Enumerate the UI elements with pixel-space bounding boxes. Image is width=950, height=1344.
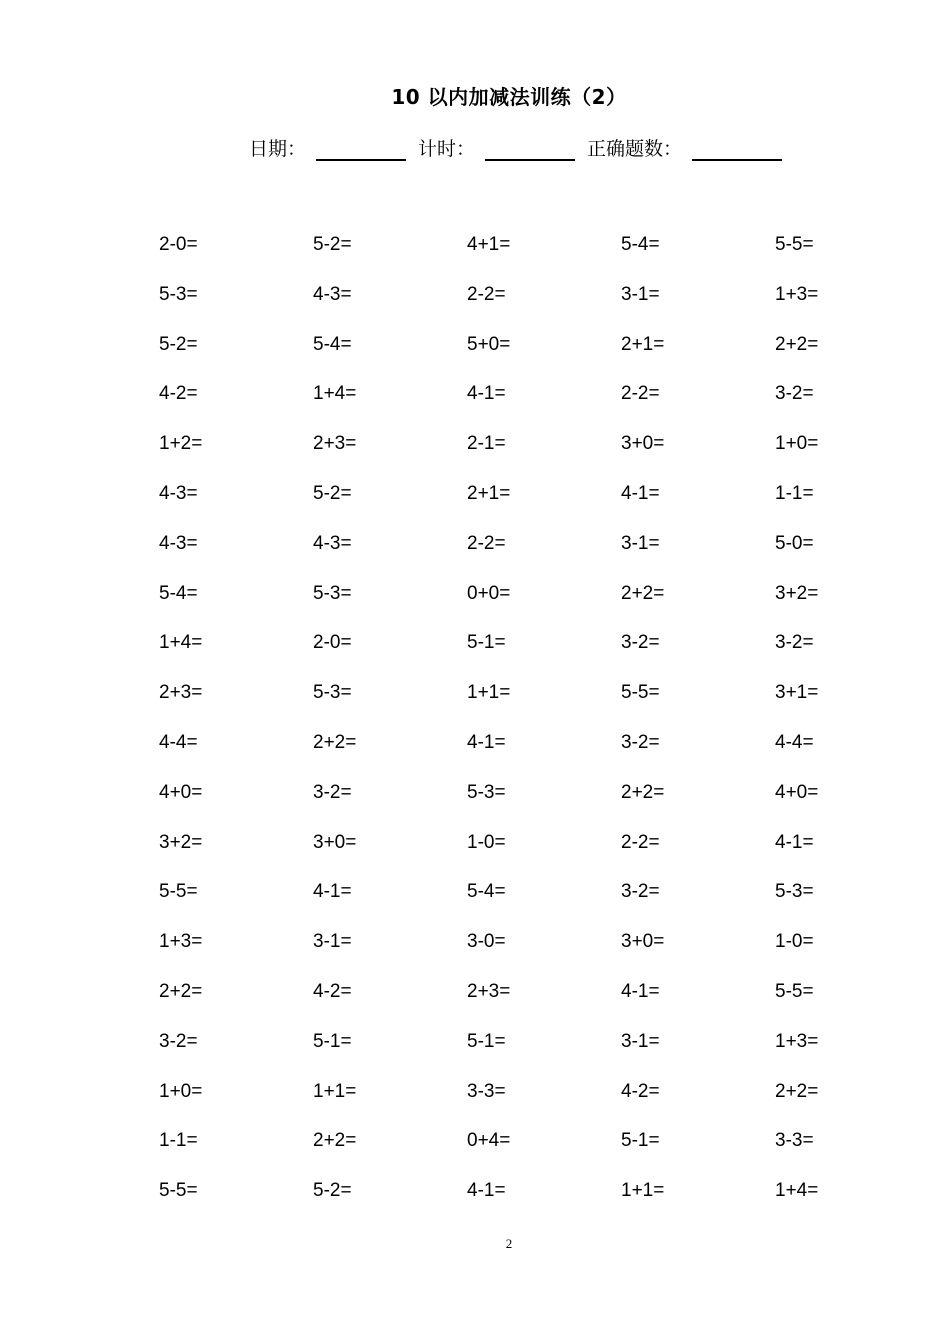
math-problem: 5-2= xyxy=(313,1180,352,1202)
math-problem: 1+4= xyxy=(159,632,203,654)
math-problem: 0+0= xyxy=(467,582,511,604)
math-problem: 2+3= xyxy=(313,433,357,455)
math-problem: 5-5= xyxy=(775,980,814,1002)
math-problem: 4-1= xyxy=(467,383,506,405)
math-problem: 5-2= xyxy=(313,234,352,255)
math-problem: 1+1= xyxy=(467,682,511,704)
math-problem: 5-4= xyxy=(313,333,352,355)
math-problem: 3-2= xyxy=(775,383,814,405)
math-problem: 4-3= xyxy=(159,482,198,504)
math-problem: 5-3= xyxy=(159,283,198,305)
math-problem: 2+2= xyxy=(159,980,203,1002)
math-problem: 5-5= xyxy=(159,1180,198,1202)
math-problem: 5-1= xyxy=(313,1030,352,1052)
correct-count-label: 正确题数： xyxy=(587,138,683,160)
math-problem: 5-3= xyxy=(313,582,352,604)
math-problem: 5-4= xyxy=(467,881,506,903)
math-problem: 5-2= xyxy=(313,482,352,504)
math-problem: 2-2= xyxy=(467,532,506,554)
math-problem: 3+0= xyxy=(313,831,357,853)
math-problem: 1+1= xyxy=(313,1080,357,1102)
math-problem: 2+1= xyxy=(467,482,511,504)
math-problem: 2+2= xyxy=(775,1080,819,1102)
math-problem: 3+1= xyxy=(775,682,819,704)
math-problem: 4-2= xyxy=(313,980,352,1002)
math-problem: 2+3= xyxy=(467,980,511,1002)
time-label: 计时： xyxy=(418,138,476,160)
info-row xyxy=(249,134,794,162)
math-problem: 4-1= xyxy=(313,881,352,903)
math-problem: 3-1= xyxy=(621,532,660,554)
math-problem: 4-3= xyxy=(313,283,352,305)
math-problem: 3-1= xyxy=(621,1030,660,1052)
math-problem: 3-2= xyxy=(313,781,352,803)
math-problem: 4-1= xyxy=(467,1180,506,1202)
math-problem: 4-1= xyxy=(467,731,506,753)
math-problem: 2-2= xyxy=(467,283,506,305)
math-problem: 5-4= xyxy=(621,234,660,255)
math-problem: 3-1= xyxy=(621,283,660,305)
math-problem: 5-1= xyxy=(621,1130,660,1152)
math-problem: 2+2= xyxy=(775,333,819,355)
math-problem: 3-2= xyxy=(621,632,660,654)
math-problem: 1-1= xyxy=(159,1130,198,1152)
math-problem: 5-4= xyxy=(159,582,198,604)
math-problem: 3-2= xyxy=(159,1030,198,1052)
math-problem: 4-3= xyxy=(313,532,352,554)
math-problem: 2+3= xyxy=(159,682,203,704)
math-problem: 4-2= xyxy=(159,383,198,405)
math-problem: 4+0= xyxy=(775,781,819,803)
math-problem: 5-1= xyxy=(467,632,506,654)
time-blank-line xyxy=(485,159,575,161)
math-problem: 4+0= xyxy=(159,781,203,803)
math-problem: 3+0= xyxy=(621,433,665,455)
math-problem: 4-4= xyxy=(775,731,814,753)
math-problem: 1-0= xyxy=(775,931,814,953)
math-problem: 4-4= xyxy=(159,731,198,753)
math-problem: 0+4= xyxy=(467,1130,511,1152)
math-problem: 1+1= xyxy=(621,1180,665,1202)
math-problem: 1+4= xyxy=(775,1180,819,1202)
math-problem: 3-0= xyxy=(467,931,506,953)
math-problem: 1+0= xyxy=(159,1080,203,1102)
math-problem: 1+3= xyxy=(775,283,819,305)
math-problem: 3+2= xyxy=(159,831,203,853)
math-problem: 2-2= xyxy=(621,383,660,405)
math-problem: 4-3= xyxy=(159,532,198,554)
math-problem: 3+2= xyxy=(775,582,819,604)
math-problem: 2-0= xyxy=(159,234,198,255)
math-problem: 1-0= xyxy=(467,831,506,853)
math-problem: 5-5= xyxy=(159,881,198,903)
math-problem: 3+0= xyxy=(621,931,665,953)
math-problem: 3-2= xyxy=(775,632,814,654)
math-problem: 5-3= xyxy=(775,881,814,903)
math-problem: 4-2= xyxy=(621,1080,660,1102)
problem-grid xyxy=(159,232,929,1228)
math-problem: 1+4= xyxy=(313,383,357,405)
math-problem: 2+2= xyxy=(313,731,357,753)
math-problem: 5+0= xyxy=(467,333,511,355)
math-problem: 5-5= xyxy=(621,682,660,704)
math-problem: 2+2= xyxy=(621,582,665,604)
math-problem: 5-2= xyxy=(159,333,198,355)
page-number: 2 xyxy=(505,1236,513,1251)
math-problem: 2-0= xyxy=(313,632,352,654)
math-problem: 3-3= xyxy=(467,1080,506,1102)
math-problem: 4-1= xyxy=(775,831,814,853)
math-problem: 2-2= xyxy=(621,831,660,853)
math-problem: 4-1= xyxy=(621,482,660,504)
math-problem: 4-1= xyxy=(621,980,660,1002)
math-problem: 2+1= xyxy=(621,333,665,355)
math-problem: 3-3= xyxy=(775,1130,814,1152)
math-problem: 2+2= xyxy=(313,1130,357,1152)
math-problem: 3-1= xyxy=(313,931,352,953)
math-problem: 2+2= xyxy=(621,781,665,803)
math-problem: 1+3= xyxy=(159,931,203,953)
correct-count-blank-line xyxy=(692,159,782,161)
worksheet-title: 10 以内加减法训练（2） xyxy=(391,85,627,109)
math-problem: 4+1= xyxy=(467,234,511,255)
math-problem: 3-2= xyxy=(621,731,660,753)
math-problem: 1+0= xyxy=(775,433,819,455)
math-problem: 5-3= xyxy=(467,781,506,803)
math-problem: 1-1= xyxy=(775,482,814,504)
math-problem: 5-0= xyxy=(775,532,814,554)
math-problem: 1+3= xyxy=(775,1030,819,1052)
date-blank-line xyxy=(316,159,406,161)
date-label: 日期： xyxy=(249,138,307,160)
math-problem: 1+2= xyxy=(159,433,203,455)
math-problem: 3-2= xyxy=(621,881,660,903)
math-problem: 5-3= xyxy=(313,682,352,704)
math-problem: 5-1= xyxy=(467,1030,506,1052)
math-problem: 2-1= xyxy=(467,433,506,455)
math-problem: 5-5= xyxy=(775,234,814,255)
